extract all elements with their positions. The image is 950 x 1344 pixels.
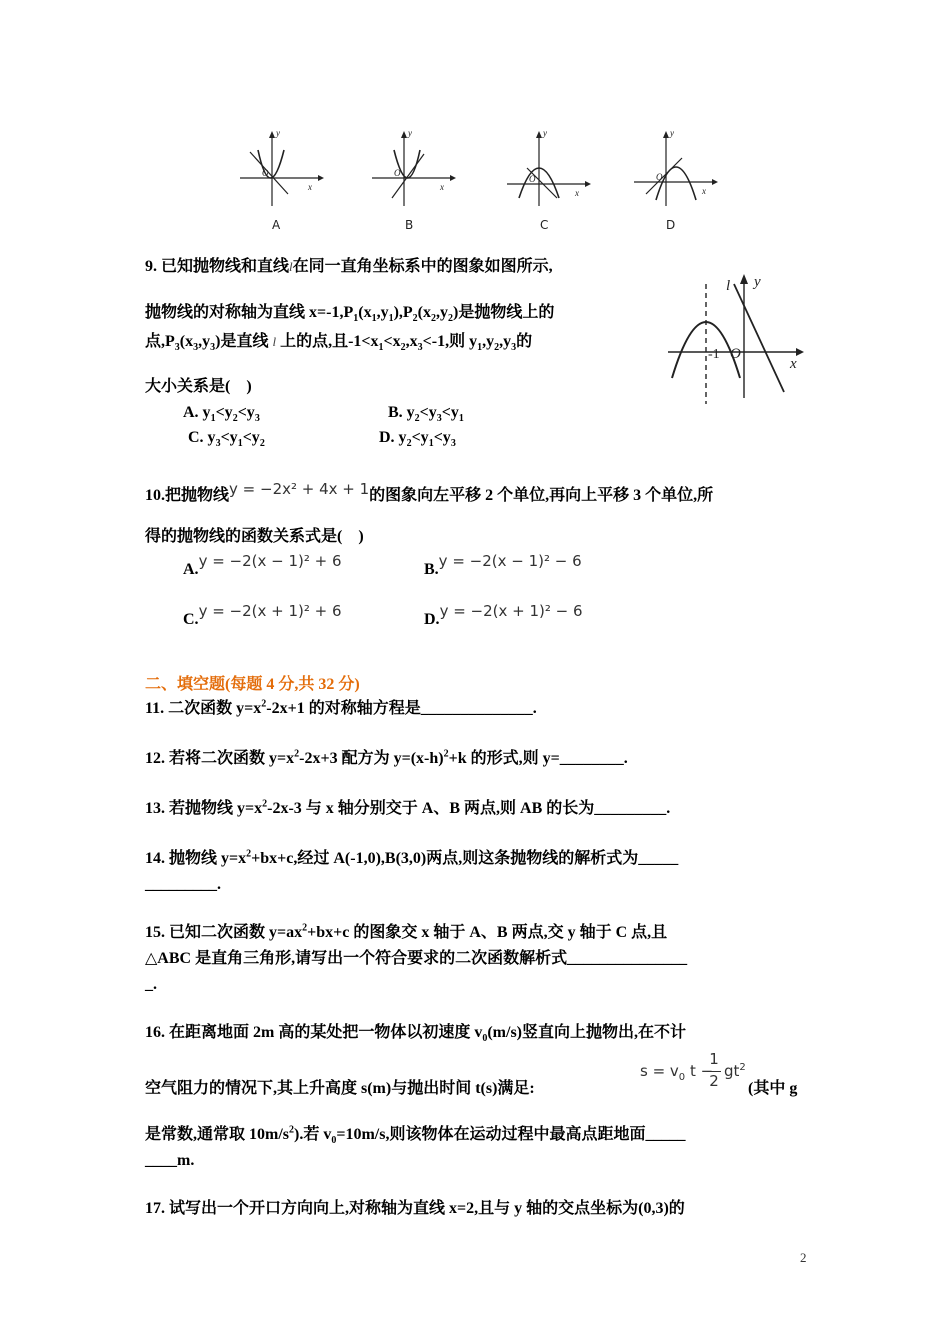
q16-line2-end: (其中 g (748, 1080, 798, 1097)
q10-option-a: A.y = −2(x − 1)² + 6 (183, 552, 342, 578)
svg-text:x: x (575, 188, 579, 198)
svg-text:y: y (543, 128, 547, 138)
svg-text:x: x (440, 182, 444, 192)
svg-text:y: y (276, 128, 280, 138)
q10-formula: y = −2x² + 4x + 1 (229, 480, 370, 498)
q9-figure-label-m1: -1 (708, 347, 720, 362)
q9-figure (666, 268, 810, 408)
q10-option-c: C.y = −2(x + 1)² + 6 (183, 602, 342, 628)
q16-line4: ____m. (145, 1152, 195, 1169)
graph-c (505, 128, 595, 208)
svg-text:O: O (529, 174, 536, 184)
q15-line2: △ABC 是直角三角形,请写出一个符合要求的二次函数解析式_______________ (145, 950, 688, 967)
svg-text:x: x (702, 186, 706, 196)
section2-heading: 二、填空题(每题 4 分,共 32 分) (145, 676, 360, 693)
q9-line4: 大小关系是( ) (145, 378, 252, 395)
svg-text:O: O (394, 168, 401, 178)
graph-d (632, 128, 722, 208)
q14-line2: _________. (145, 876, 221, 893)
svg-text:y: y (408, 128, 412, 138)
graph-label-a: A (272, 218, 281, 232)
q9-figure-label-l: l (726, 278, 731, 294)
q15-line1: 15. 已知二次函数 $y=ax^2+bx+c$ 的图象交 x 轴于 A、B 两点,交 y 轴于 C 点,且 (145, 922, 668, 941)
q10-option-b: B.y = −2(x − 1)² − 6 (424, 552, 582, 578)
q9-option-a: A. $y_1<y_2<y_3$ (183, 404, 260, 425)
q9-line2: 抛物线的对称轴为直线 $x=-1,P_1(x_1,y_1),P_2(x_2,y_2)$是抛物线上的 (145, 304, 555, 325)
q13: 13. 若抛物线 $y=x^2-2x-3$ 与 x 轴分别交于 A、B 两点,则 AB 的长为_________. (145, 798, 671, 817)
page-number: 2 (800, 1250, 807, 1265)
svg-text:x: x (308, 182, 312, 192)
svg-text:O: O (262, 168, 269, 178)
q9-line3: 点$,P_3(x_3,y_3)$是直线 l 上的点,且$-1<x_1<x_2,x_3<-1$,则 $y_1,y_2,y_3$的 (145, 333, 533, 354)
q16-line2: 空气阻力的情况下,其上升高度 s(m)与抛出时间 t(s)满足: (145, 1080, 535, 1097)
graph-label-d: D (666, 218, 676, 232)
q9-figure-label-x: x (790, 356, 797, 372)
graph-label-c: C (540, 218, 549, 232)
q16-line1: 16. 在距离地面 2m 高的某处把一物体以初速度 $v_0(m/s)$竖直向上抛物出,在不计 (145, 1024, 687, 1045)
q17: 17. 试写出一个开口方向向上,对称轴为直线 x=2,且与 y 轴的交点坐标为(0,3)的 (145, 1200, 685, 1217)
q9-line1: 9. 已知抛物线和直线l在同一直角坐标系中的图象如图所示, (145, 258, 553, 275)
q10-line1: 10.把抛物线y = −2x² + 4x + 1的图象向左平移 2 个单位,再向上平移 3 个单位,所 (145, 480, 714, 504)
q9-option-d: D. $y_2<y_1<y_3$ (379, 429, 456, 450)
graph-label-b: B (405, 218, 414, 232)
q12: 12. 若将二次函数 $y=x^2-2x+3$ 配方为 $y=(x-h)^2+k$ 的形式,则 y=________. (145, 748, 628, 767)
q9-figure-label-y: y (754, 274, 761, 290)
q10-line2: 得的抛物线的函数关系式是( ) (145, 528, 364, 545)
q14-line1: 14. 抛物线 $y=x^2+bx+c$,经过 A(-1,0),B(3,0)两点,则这条抛物线的解析式为_____ (145, 848, 679, 867)
q10-option-d: D.y = −2(x + 1)² − 6 (424, 602, 583, 628)
q16-line3: 是常数,通常取 $10m/s^2$).若 $v_0=10m/s$,则该物体在运动过程中最高点距地面_____ (145, 1124, 686, 1147)
svg-text:O: O (656, 172, 663, 182)
graph-a (238, 128, 328, 208)
q11: 11. 二次函数 $y=x^2-2x+1$ 的对称轴方程是______________. (145, 698, 537, 717)
q15-line3: _. (145, 976, 157, 993)
q9-option-b: B. $y_2<y_3<y_1$ (388, 404, 464, 425)
graph-b (370, 128, 460, 208)
q9-option-c: C. $y_3<y_1<y_2$ (188, 429, 265, 450)
svg-text:y: y (670, 128, 674, 138)
q9-figure-label-o: O (730, 346, 741, 362)
